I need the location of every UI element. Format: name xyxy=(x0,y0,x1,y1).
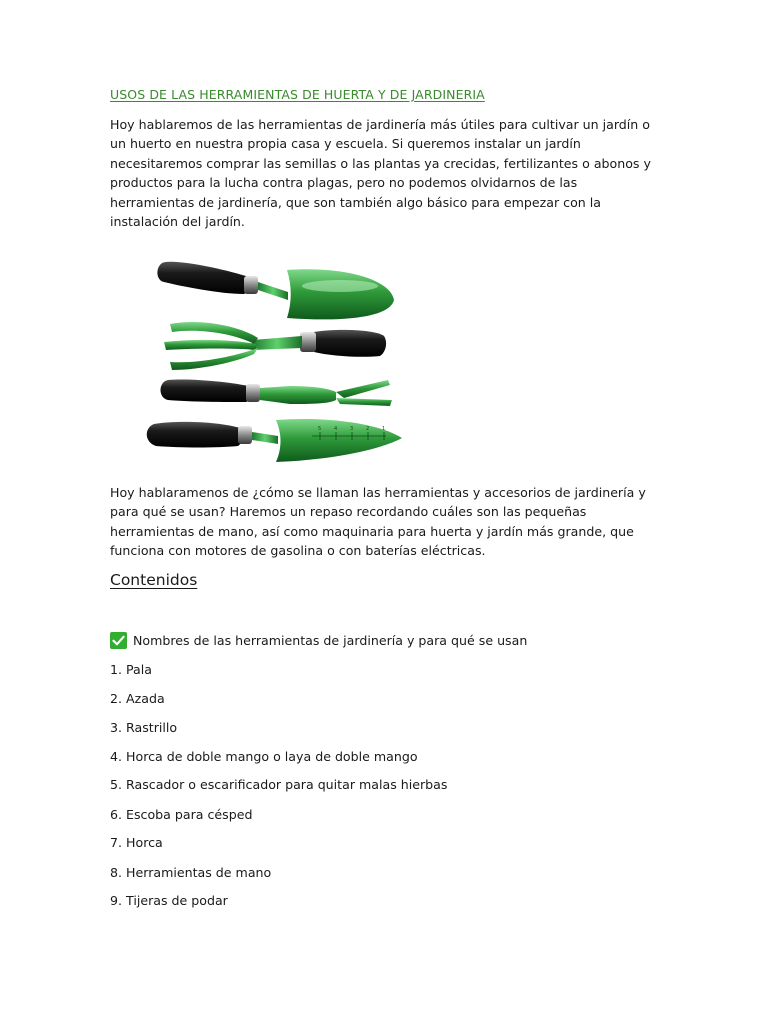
intro-line: instalación del jardín. xyxy=(110,214,245,230)
toc-heading-text: Nombres de las herramientas de jardinería y para qué se usan xyxy=(133,633,528,648)
toc-item[interactable]: 3. Rastrillo xyxy=(110,720,178,735)
ruler-label: 3 xyxy=(350,426,354,432)
ruler-label: 2 xyxy=(366,426,370,432)
toc-item[interactable]: 7. Horca xyxy=(110,835,163,850)
transplanter-tool-icon xyxy=(147,419,402,462)
ruler-label: 5 xyxy=(318,426,322,432)
trowel-tool-icon xyxy=(157,262,394,320)
document-heading-link[interactable]: USOS DE LAS HERRAMIENTAS DE HUERTA Y DE JARDINERIA xyxy=(110,87,485,102)
garden-tools-image xyxy=(140,252,408,468)
toc-item[interactable]: 4. Horca de doble mango o laya de doble mango xyxy=(110,749,418,764)
cultivator-tool-icon xyxy=(161,379,393,406)
toc-item[interactable]: 9. Tijeras de podar xyxy=(110,893,228,908)
intro-line: productos para la lucha contra plagas, pero no podemos olvidarnos de las xyxy=(110,175,578,191)
hand-fork-tool-icon xyxy=(164,322,386,370)
toc-item[interactable]: 2. Azada xyxy=(110,691,165,706)
intro-line: herramientas de jardinería, que son también algo básico para empezar con la xyxy=(110,194,601,210)
intro-line: Hoy hablaremos de las herramientas de jardinería más útiles para cultivar un jardín o xyxy=(110,117,650,132)
toc-item[interactable]: 8. Herramientas de mano xyxy=(110,865,272,880)
white-check-mark-icon xyxy=(110,632,127,649)
toc-heading[interactable] xyxy=(110,632,527,649)
contents-title: Contenidos xyxy=(110,571,198,589)
second-line: herramientas de mano, así como maquinaria para huerta y jardín más grande, que xyxy=(110,523,634,539)
toc-item[interactable]: 5. Rascador o escarificador para quitar malas hierbas xyxy=(110,777,448,792)
second-line: funciona con motores de gasolina o con baterías eléctricas. xyxy=(110,543,486,559)
ruler-label: 4 xyxy=(334,426,338,432)
toc-item[interactable]: 1. Pala xyxy=(110,662,152,677)
intro-paragraph xyxy=(110,115,658,231)
second-line: para qué se usan? Haremos un repaso recordando cuáles son las pequeñas xyxy=(110,504,587,520)
ruler-label: 1 xyxy=(382,426,386,432)
second-line: Hoy hablaramenos de ¿cómo se llaman las herramientas y accesorios de jardinería y xyxy=(110,485,646,500)
second-paragraph xyxy=(110,483,658,561)
toc-item[interactable]: 6. Escoba para césped xyxy=(110,807,253,822)
intro-line: necesitaremos comprar las semillas o las plantas ya crecidas, fertilizantes o abonos y xyxy=(110,155,651,171)
intro-line: un huerto en nuestra propia casa y escuela. Si queremos instalar un jardín xyxy=(110,136,581,152)
